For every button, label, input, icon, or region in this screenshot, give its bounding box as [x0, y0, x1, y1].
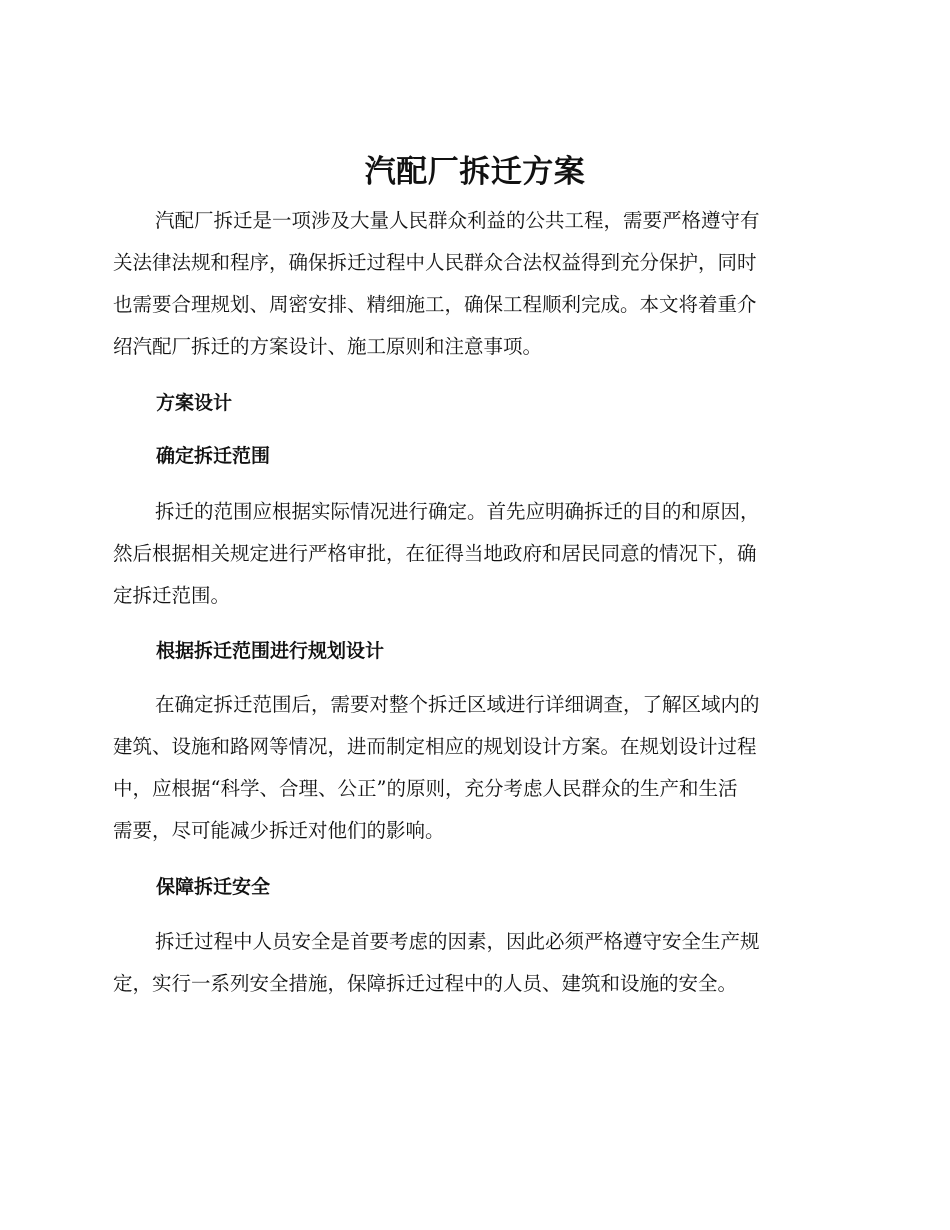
paragraph-line: 中，应根据“科学、合理、公正”的原则，充分考虑人民群众的生产和生活	[113, 777, 738, 800]
section-heading: 方案设计	[156, 392, 233, 414]
subsection-paragraph	[113, 921, 833, 1005]
intro-paragraph	[113, 200, 833, 368]
subsection-heading: 保障拆迁安全	[156, 876, 271, 898]
paragraph-line: 建筑、设施和路网等情况，进而制定相应的规划设计方案。在规划设计过程	[113, 735, 757, 758]
paragraph-line: 绍汽配厂拆迁的方案设计、施工原则和注意事项。	[113, 335, 543, 358]
subsection-heading: 确定拆迁范围	[156, 445, 271, 467]
paragraph-line: 定，实行一系列安全措施，保障拆迁过程中的人员、建筑和设施的安全。	[113, 972, 738, 995]
paragraph-line: 关法律法规和程序，确保拆迁过程中人民群众合法权益得到充分保护，同时	[113, 251, 757, 274]
paragraph-line: 拆迁的范围应根据实际情况进行确定。首先应明确拆迁的目的和原因，	[155, 500, 760, 523]
document-title: 汽配厂拆迁方案	[364, 154, 586, 190]
paragraph-line: 汽配厂拆迁是一项涉及大量人民群众利益的公共工程，需要严格遵守有	[155, 209, 760, 232]
subsection-paragraph	[113, 684, 833, 852]
paragraph-line: 然后根据相关规定进行严格审批，在征得当地政府和居民同意的情况下，确	[113, 542, 757, 565]
paragraph-line: 在确定拆迁范围后，需要对整个拆迁区域进行详细调查，了解区域内的	[155, 693, 760, 716]
subsection-paragraph	[113, 491, 833, 617]
paragraph-line: 定拆迁范围。	[113, 584, 231, 607]
paragraph-line: 拆迁过程中人员安全是首要考虑的因素，因此必须严格遵守安全生产规	[155, 930, 760, 953]
subsection-heading: 根据拆迁范围进行规划设计	[156, 640, 385, 662]
paragraph-line: 也需要合理规划、周密安排、精细施工，确保工程顺利完成。本文将着重介	[113, 293, 757, 316]
paragraph-line: 需要，尽可能减少拆迁对他们的影响。	[113, 819, 445, 842]
